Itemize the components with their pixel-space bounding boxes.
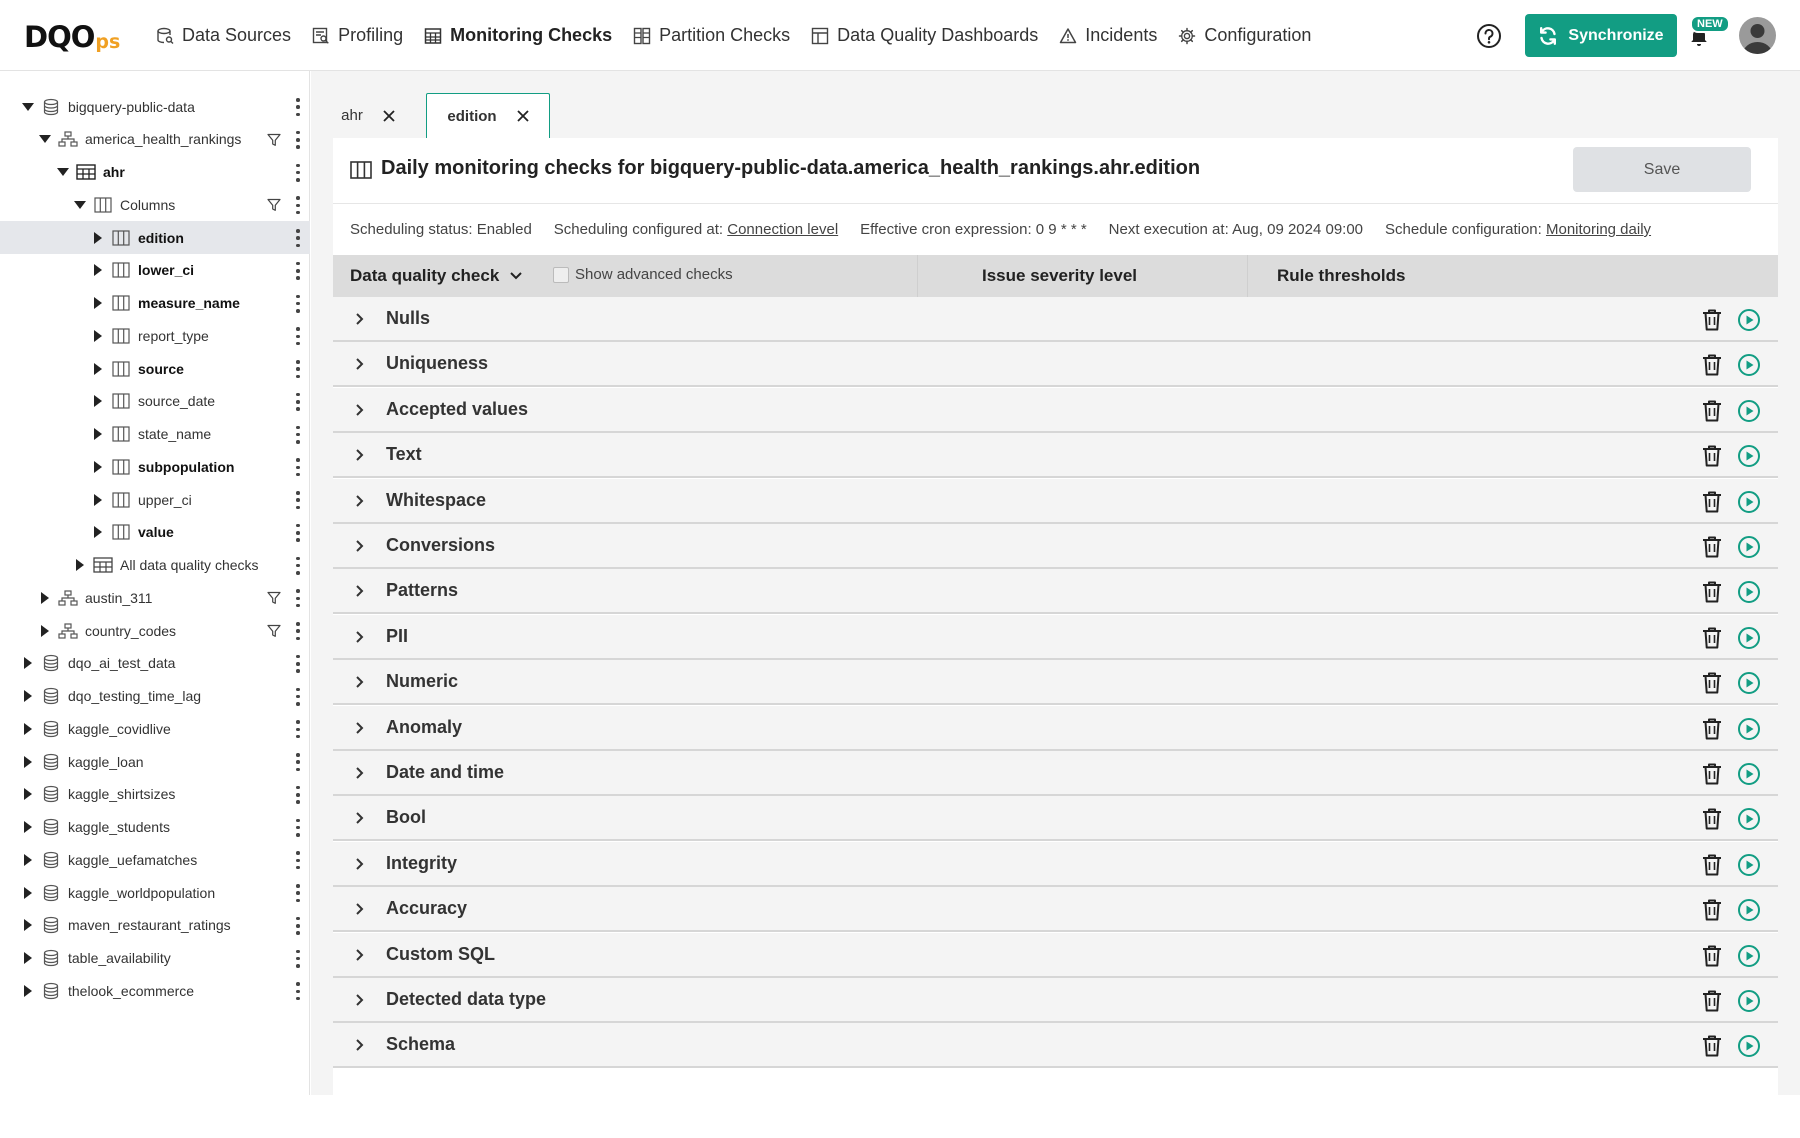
database-icon: [41, 884, 61, 902]
filter-icon[interactable]: [267, 591, 281, 608]
profiling-icon: [312, 27, 338, 45]
run-checks-icon[interactable]: [1737, 944, 1761, 973]
tree-item-all-data-quality-checks[interactable]: [0, 549, 310, 582]
filter-icon[interactable]: [267, 624, 281, 641]
check-category-name: Schema: [386, 1034, 456, 1055]
tree-item-dqo-testing-time-lag[interactable]: [0, 680, 310, 713]
tree-item-label: kaggle_covidlive: [68, 720, 171, 737]
column-icon: [111, 262, 131, 278]
database-icon: [41, 654, 61, 672]
tree-item-label: kaggle_loan: [68, 753, 144, 770]
check-category-name: Accepted values: [386, 398, 529, 419]
column-header-rules: Rule thresholds: [1277, 266, 1406, 285]
schedule-configuration: [1385, 221, 1651, 241]
check-category-row[interactable]: [333, 524, 1778, 569]
caret-right-icon[interactable]: [90, 428, 106, 440]
nav-label: Profiling: [338, 25, 404, 45]
caret-right-icon[interactable]: [90, 395, 106, 407]
database-icon: [41, 98, 61, 116]
tree-item-lower-ci[interactable]: [0, 254, 310, 287]
caret-right-icon[interactable]: [20, 690, 36, 702]
nav-label: Data Quality Dashboards: [837, 25, 1039, 45]
chevron-right-icon[interactable]: [355, 630, 365, 649]
more-options-icon[interactable]: [294, 557, 302, 575]
header-divider: [917, 255, 918, 297]
check-category-row[interactable]: [333, 751, 1778, 796]
tree-item-kaggle-uefamatches[interactable]: [0, 843, 310, 876]
column-icon: [111, 361, 131, 377]
tree-item-label: dqo_testing_time_lag: [68, 688, 202, 704]
scheduling-configured: [554, 221, 838, 241]
tree-item-label: upper_ci: [138, 491, 192, 508]
panel-header: [333, 138, 1778, 204]
tree-item-ahr[interactable]: [0, 156, 310, 189]
tree-item-label: kaggle_shirtsizes: [68, 786, 176, 803]
check-category-name: Accuracy: [386, 898, 468, 919]
tree-item-edition[interactable]: [0, 221, 310, 254]
chevron-down-icon: [509, 271, 523, 281]
tree-item-label: dqo_ai_test_data: [68, 655, 176, 672]
more-options-icon[interactable]: [294, 819, 302, 837]
tree-item-maven-restaurant-ratings[interactable]: [0, 909, 310, 942]
show-advanced-checks-checkbox[interactable]: [553, 266, 733, 283]
run-checks-icon[interactable]: [1737, 807, 1761, 836]
database-search-icon: [156, 27, 182, 45]
run-checks-icon[interactable]: [1737, 671, 1761, 700]
logo-suffix: ps: [95, 31, 121, 53]
nav-label: Monitoring Checks: [450, 25, 613, 45]
tree-item-table-availability[interactable]: [0, 942, 310, 975]
check-category-row[interactable]: [333, 569, 1778, 614]
tree-item-label: source: [138, 360, 184, 377]
check-category-name: Uniqueness: [386, 353, 489, 374]
tree-item-thelook-ecommerce[interactable]: [0, 974, 310, 1007]
caret-right-icon[interactable]: [90, 264, 106, 276]
tree-item-label: table_availability: [68, 950, 171, 966]
more-options-icon[interactable]: [294, 262, 302, 280]
scheduling-configured-label: Scheduling configured at:: [553, 221, 728, 238]
column-header-check[interactable]: [350, 266, 523, 286]
tree-item-label: austin_311: [85, 589, 153, 606]
run-checks-icon[interactable]: [1737, 308, 1761, 337]
check-category-name: Bool: [386, 807, 426, 828]
close-tab-icon[interactable]: [517, 110, 529, 122]
run-checks-icon[interactable]: [1737, 1034, 1761, 1063]
column-icon: [111, 426, 131, 442]
database-icon: [41, 785, 61, 803]
caret-right-icon[interactable]: [20, 887, 36, 899]
caret-right-icon[interactable]: [90, 461, 106, 473]
more-options-icon[interactable]: [294, 196, 302, 214]
chevron-right-icon[interactable]: [355, 902, 365, 921]
tree-item-bigquery-public-data[interactable]: [0, 90, 310, 123]
tree-item-state-name[interactable]: [0, 418, 310, 451]
check-category-name: Nulls: [386, 308, 431, 328]
delete-icon[interactable]: [1701, 671, 1723, 700]
synchronize-label: Synchronize: [1568, 26, 1664, 44]
tree-item-label: ahr: [103, 164, 125, 180]
run-checks-icon[interactable]: [1737, 717, 1761, 746]
schema-icon: [58, 590, 78, 606]
chevron-right-icon[interactable]: [355, 948, 365, 967]
tree-item-upper-ci[interactable]: [0, 483, 310, 516]
run-checks-icon[interactable]: [1737, 762, 1761, 791]
delete-icon[interactable]: [1701, 626, 1723, 655]
column-header-check-label: Data quality check: [350, 266, 500, 285]
more-options-icon[interactable]: [294, 131, 302, 149]
more-options-icon[interactable]: [294, 98, 302, 116]
gear-icon: [1178, 27, 1204, 45]
more-options-icon[interactable]: [294, 589, 302, 607]
database-icon: [41, 982, 61, 1000]
tree-item-label: report_type: [138, 327, 209, 344]
check-category-name: Whitespace: [386, 489, 487, 510]
top-navigation-bar: [0, 0, 1800, 71]
check-category-row[interactable]: [333, 842, 1778, 887]
tree-item-subpopulation[interactable]: [0, 450, 310, 483]
nav-monitoring-checks[interactable]: [424, 0, 612, 71]
tree-item-label: Columns: [120, 196, 176, 213]
run-checks-icon[interactable]: [1737, 989, 1761, 1018]
chevron-right-icon[interactable]: [355, 539, 365, 558]
schema-icon: [58, 623, 78, 639]
more-options-icon[interactable]: [294, 851, 302, 869]
chevron-right-icon[interactable]: [355, 766, 365, 785]
more-options-icon[interactable]: [294, 917, 302, 935]
chevron-right-icon[interactable]: [355, 312, 365, 331]
more-options-icon[interactable]: [294, 753, 302, 771]
tree-item-label: value: [138, 524, 174, 541]
column-icon: [111, 393, 131, 409]
check-category-name: Anomaly: [386, 716, 463, 737]
delete-icon[interactable]: [1701, 853, 1723, 882]
column-icon: [350, 161, 372, 184]
nav-label: Partition Checks: [659, 25, 791, 45]
more-options-icon[interactable]: [294, 524, 302, 542]
caret-right-icon[interactable]: [20, 919, 36, 931]
more-options-icon[interactable]: [294, 982, 302, 1000]
check-category-row[interactable]: [333, 1023, 1778, 1068]
dqops-logo[interactable]: [24, 20, 120, 52]
checks-table-icon: [93, 557, 113, 573]
delete-icon[interactable]: [1701, 762, 1723, 791]
caret-right-icon[interactable]: [90, 297, 106, 309]
caret-down-icon[interactable]: [37, 134, 53, 144]
tree-item-label: thelook_ecommerce: [68, 982, 195, 999]
calendar-table-icon: [424, 27, 450, 45]
check-category-row[interactable]: [333, 660, 1778, 705]
dashboard-icon: [811, 27, 837, 45]
delete-icon[interactable]: [1701, 353, 1723, 382]
tree-item-label: subpopulation: [138, 458, 235, 475]
check-category-name: Detected data type: [386, 989, 547, 1009]
tree-item-label: america_health_rankings: [85, 131, 242, 148]
caret-down-icon[interactable]: [72, 200, 88, 210]
check-category-row[interactable]: [333, 433, 1778, 478]
check-category-row[interactable]: [333, 887, 1778, 932]
run-checks-icon[interactable]: [1737, 535, 1761, 564]
check-category-row[interactable]: [333, 796, 1778, 841]
page-title: Daily monitoring checks for bigquery-public-data.america_health_rankings.ahr.edition: [381, 157, 1201, 179]
delete-icon[interactable]: [1701, 807, 1723, 836]
tree-item-label: kaggle_students: [68, 819, 170, 835]
schema-icon: [58, 131, 78, 147]
delete-icon[interactable]: [1701, 898, 1723, 927]
check-category-name: Date and time: [386, 762, 505, 782]
tab-ahr[interactable]: [329, 93, 407, 138]
chevron-right-icon[interactable]: [355, 448, 365, 467]
tree-item-country-codes[interactable]: [0, 614, 310, 647]
check-category-name: Conversions: [386, 535, 496, 555]
save-button[interactable]: Save: [1573, 147, 1751, 192]
tree-item-label: lower_ci: [138, 262, 195, 279]
checkbox-box[interactable]: [553, 267, 569, 283]
checks-panel: [333, 138, 1778, 1138]
tree-item-label: measure_name: [138, 295, 240, 311]
column-icon: [111, 524, 131, 540]
delete-icon[interactable]: [1701, 989, 1723, 1018]
caret-down-icon[interactable]: [20, 102, 36, 112]
caret-right-icon[interactable]: [90, 232, 106, 244]
new-badge: NEW: [1690, 15, 1730, 33]
run-checks-icon[interactable]: [1737, 898, 1761, 927]
cron-expression: Effective cron expression: 0 9 * * *: [860, 221, 1087, 238]
tab-label: ahr: [341, 107, 363, 124]
more-options-icon[interactable]: [294, 295, 302, 313]
tree-item-america-health-rankings[interactable]: [0, 123, 310, 156]
tree-item-value[interactable]: [0, 516, 310, 549]
main-content: [311, 71, 1800, 1095]
nav-data-sources[interactable]: [156, 0, 291, 71]
caret-right-icon[interactable]: [20, 723, 36, 735]
nav-label: Data Sources: [182, 25, 292, 45]
caret-right-icon[interactable]: [20, 657, 36, 669]
caret-right-icon[interactable]: [90, 494, 106, 506]
more-options-icon[interactable]: [294, 426, 302, 444]
tree-item-label: kaggle_worldpopulation: [68, 884, 216, 901]
run-checks-icon[interactable]: [1737, 444, 1761, 473]
more-options-icon[interactable]: [294, 458, 302, 476]
column-icon: [111, 230, 131, 246]
tree-item-label: maven_restaurant_ratings: [68, 917, 231, 934]
database-icon: [41, 753, 61, 771]
tree-item-kaggle-shirtsizes[interactable]: [0, 778, 310, 811]
nav-label: Configuration: [1204, 25, 1312, 45]
caret-right-icon[interactable]: [20, 952, 36, 964]
tree-item-kaggle-worldpopulation[interactable]: [0, 876, 310, 909]
nav-incidents[interactable]: [1059, 0, 1157, 71]
more-options-icon[interactable]: [294, 164, 302, 182]
database-icon: [41, 851, 61, 869]
tree-item-source[interactable]: [0, 352, 310, 385]
delete-icon[interactable]: [1701, 535, 1723, 564]
more-options-icon[interactable]: [294, 655, 302, 673]
more-options-icon[interactable]: [294, 622, 302, 640]
tree-item-report-type[interactable]: [0, 319, 310, 352]
warning-icon: [1059, 27, 1085, 45]
tree-item-label: source_date: [138, 393, 216, 410]
table-icon: [76, 164, 96, 180]
delete-icon[interactable]: [1701, 717, 1723, 746]
connection-level-link[interactable]: Connection level: [727, 221, 839, 238]
tree-item-austin-311[interactable]: [0, 581, 310, 614]
more-options-icon[interactable]: [294, 688, 302, 706]
caret-right-icon[interactable]: [90, 526, 106, 538]
checks-table-header: [333, 255, 1778, 297]
more-options-icon[interactable]: [294, 360, 302, 378]
run-checks-icon[interactable]: [1737, 626, 1761, 655]
more-options-icon[interactable]: [294, 229, 302, 247]
check-category-name: Numeric: [386, 671, 459, 692]
chevron-right-icon[interactable]: [355, 1038, 365, 1057]
more-options-icon[interactable]: [294, 327, 302, 345]
logo-text: DQO: [24, 20, 95, 54]
chevron-right-icon[interactable]: [355, 811, 365, 830]
column-header-severity: Issue severity level: [982, 266, 1138, 285]
next-execution: Next execution at: Aug, 09 2024 09:00: [1108, 221, 1364, 238]
synchronize-button[interactable]: [1525, 14, 1677, 57]
delete-icon[interactable]: [1701, 944, 1723, 973]
chevron-right-icon[interactable]: [355, 494, 365, 513]
tree-item-source-date[interactable]: [0, 385, 310, 418]
delete-icon[interactable]: [1701, 490, 1723, 519]
chevron-right-icon[interactable]: [355, 403, 365, 422]
check-category-name: Patterns: [386, 580, 459, 601]
show-advanced-checks-label: Show advanced checks: [575, 266, 733, 283]
check-category-name: Integrity: [386, 852, 458, 873]
check-category-row[interactable]: [333, 933, 1778, 978]
tree-item-label: kaggle_uefamatches: [68, 851, 198, 868]
run-checks-icon[interactable]: [1737, 353, 1761, 382]
check-category-name: Text: [386, 444, 422, 465]
main-nav: [156, 0, 1332, 71]
check-category-row[interactable]: [333, 978, 1778, 1023]
nav-profiling[interactable]: [312, 0, 403, 71]
delete-icon[interactable]: [1701, 399, 1723, 428]
column-icon: [111, 492, 131, 508]
monitoring-daily-link[interactable]: Monitoring daily: [1545, 221, 1652, 238]
delete-icon[interactable]: [1701, 1034, 1723, 1063]
check-category-row[interactable]: [333, 297, 1778, 342]
caret-right-icon[interactable]: [20, 821, 36, 833]
caret-right-icon[interactable]: [20, 854, 36, 866]
database-icon: [41, 818, 61, 836]
tab-label: edition: [447, 107, 497, 125]
database-icon: [41, 916, 61, 934]
caret-right-icon[interactable]: [37, 625, 53, 637]
more-options-icon[interactable]: [294, 393, 302, 411]
check-category-row[interactable]: [333, 706, 1778, 751]
database-icon: [41, 687, 61, 705]
caret-right-icon[interactable]: [37, 592, 53, 604]
database-icon: [41, 949, 61, 967]
caret-down-icon[interactable]: [55, 167, 71, 177]
scheduling-status: Scheduling status: Enabled: [350, 221, 532, 238]
chevron-right-icon[interactable]: [355, 584, 365, 603]
tree-item-label: bigquery-public-data: [68, 98, 195, 115]
caret-right-icon[interactable]: [20, 788, 36, 800]
check-category-row[interactable]: [333, 479, 1778, 524]
more-options-icon[interactable]: [294, 786, 302, 804]
run-checks-icon[interactable]: [1737, 853, 1761, 882]
more-options-icon[interactable]: [294, 950, 302, 968]
filter-icon[interactable]: [267, 198, 281, 215]
caret-right-icon[interactable]: [20, 985, 36, 997]
caret-right-icon[interactable]: [90, 330, 106, 342]
delete-icon[interactable]: [1701, 308, 1723, 337]
chevron-right-icon[interactable]: [355, 357, 365, 376]
help-icon[interactable]: [1476, 23, 1502, 54]
run-checks-icon[interactable]: [1737, 490, 1761, 519]
more-options-icon[interactable]: [294, 720, 302, 738]
tree-item-measure-name[interactable]: [0, 287, 310, 320]
schedule-configuration-label: Schedule configuration:: [1385, 221, 1546, 238]
more-options-icon[interactable]: [294, 491, 302, 509]
tree-item-kaggle-students[interactable]: [0, 811, 310, 844]
check-category-row[interactable]: [333, 342, 1778, 387]
nav-label: Incidents: [1085, 25, 1158, 45]
check-category-row[interactable]: [333, 388, 1778, 433]
caret-right-icon[interactable]: [90, 363, 106, 375]
user-avatar[interactable]: [1739, 17, 1776, 54]
tree-item-kaggle-covidlive[interactable]: [0, 712, 310, 745]
tab-edition[interactable]: [426, 93, 550, 138]
caret-right-icon[interactable]: [20, 756, 36, 768]
chevron-right-icon[interactable]: [355, 857, 365, 876]
tree-item-dqo-ai-test-data[interactable]: [0, 647, 310, 680]
delete-icon[interactable]: [1701, 580, 1723, 609]
database-icon: [41, 720, 61, 738]
close-tab-icon[interactable]: [383, 110, 395, 122]
nav-configuration[interactable]: [1178, 0, 1311, 71]
run-checks-icon[interactable]: [1737, 580, 1761, 609]
columns-icon: [93, 197, 113, 213]
chevron-right-icon[interactable]: [355, 675, 365, 694]
column-icon: [111, 328, 131, 344]
partition-icon: [633, 27, 659, 45]
column-icon: [111, 295, 131, 311]
column-icon: [111, 459, 131, 475]
tree-item-label: All data quality checks: [120, 557, 259, 573]
tree-item-kaggle-loan[interactable]: [0, 745, 310, 778]
nav-partition-checks[interactable]: [633, 0, 790, 71]
chevron-right-icon[interactable]: [355, 721, 365, 740]
nav-data-quality-dashboards[interactable]: [811, 0, 1038, 71]
connection-tree-sidebar: [0, 71, 310, 1095]
tree-item-label: country_codes: [85, 622, 177, 639]
tree-item-columns[interactable]: [0, 188, 310, 221]
tree-item-label: state_name: [138, 426, 212, 442]
sync-icon: [1538, 26, 1558, 46]
chevron-right-icon[interactable]: [355, 993, 365, 1012]
check-category-row[interactable]: [333, 615, 1778, 660]
schedule-info-bar: [350, 221, 1673, 241]
run-checks-icon[interactable]: [1737, 399, 1761, 428]
check-category-name: PII: [386, 625, 409, 646]
tree-item-label: edition: [138, 229, 184, 246]
filter-icon[interactable]: [267, 133, 281, 150]
header-divider: [1247, 255, 1248, 297]
more-options-icon[interactable]: [294, 884, 302, 902]
delete-icon[interactable]: [1701, 444, 1723, 473]
caret-right-icon[interactable]: [72, 559, 88, 571]
check-category-name: Custom SQL: [386, 943, 496, 964]
